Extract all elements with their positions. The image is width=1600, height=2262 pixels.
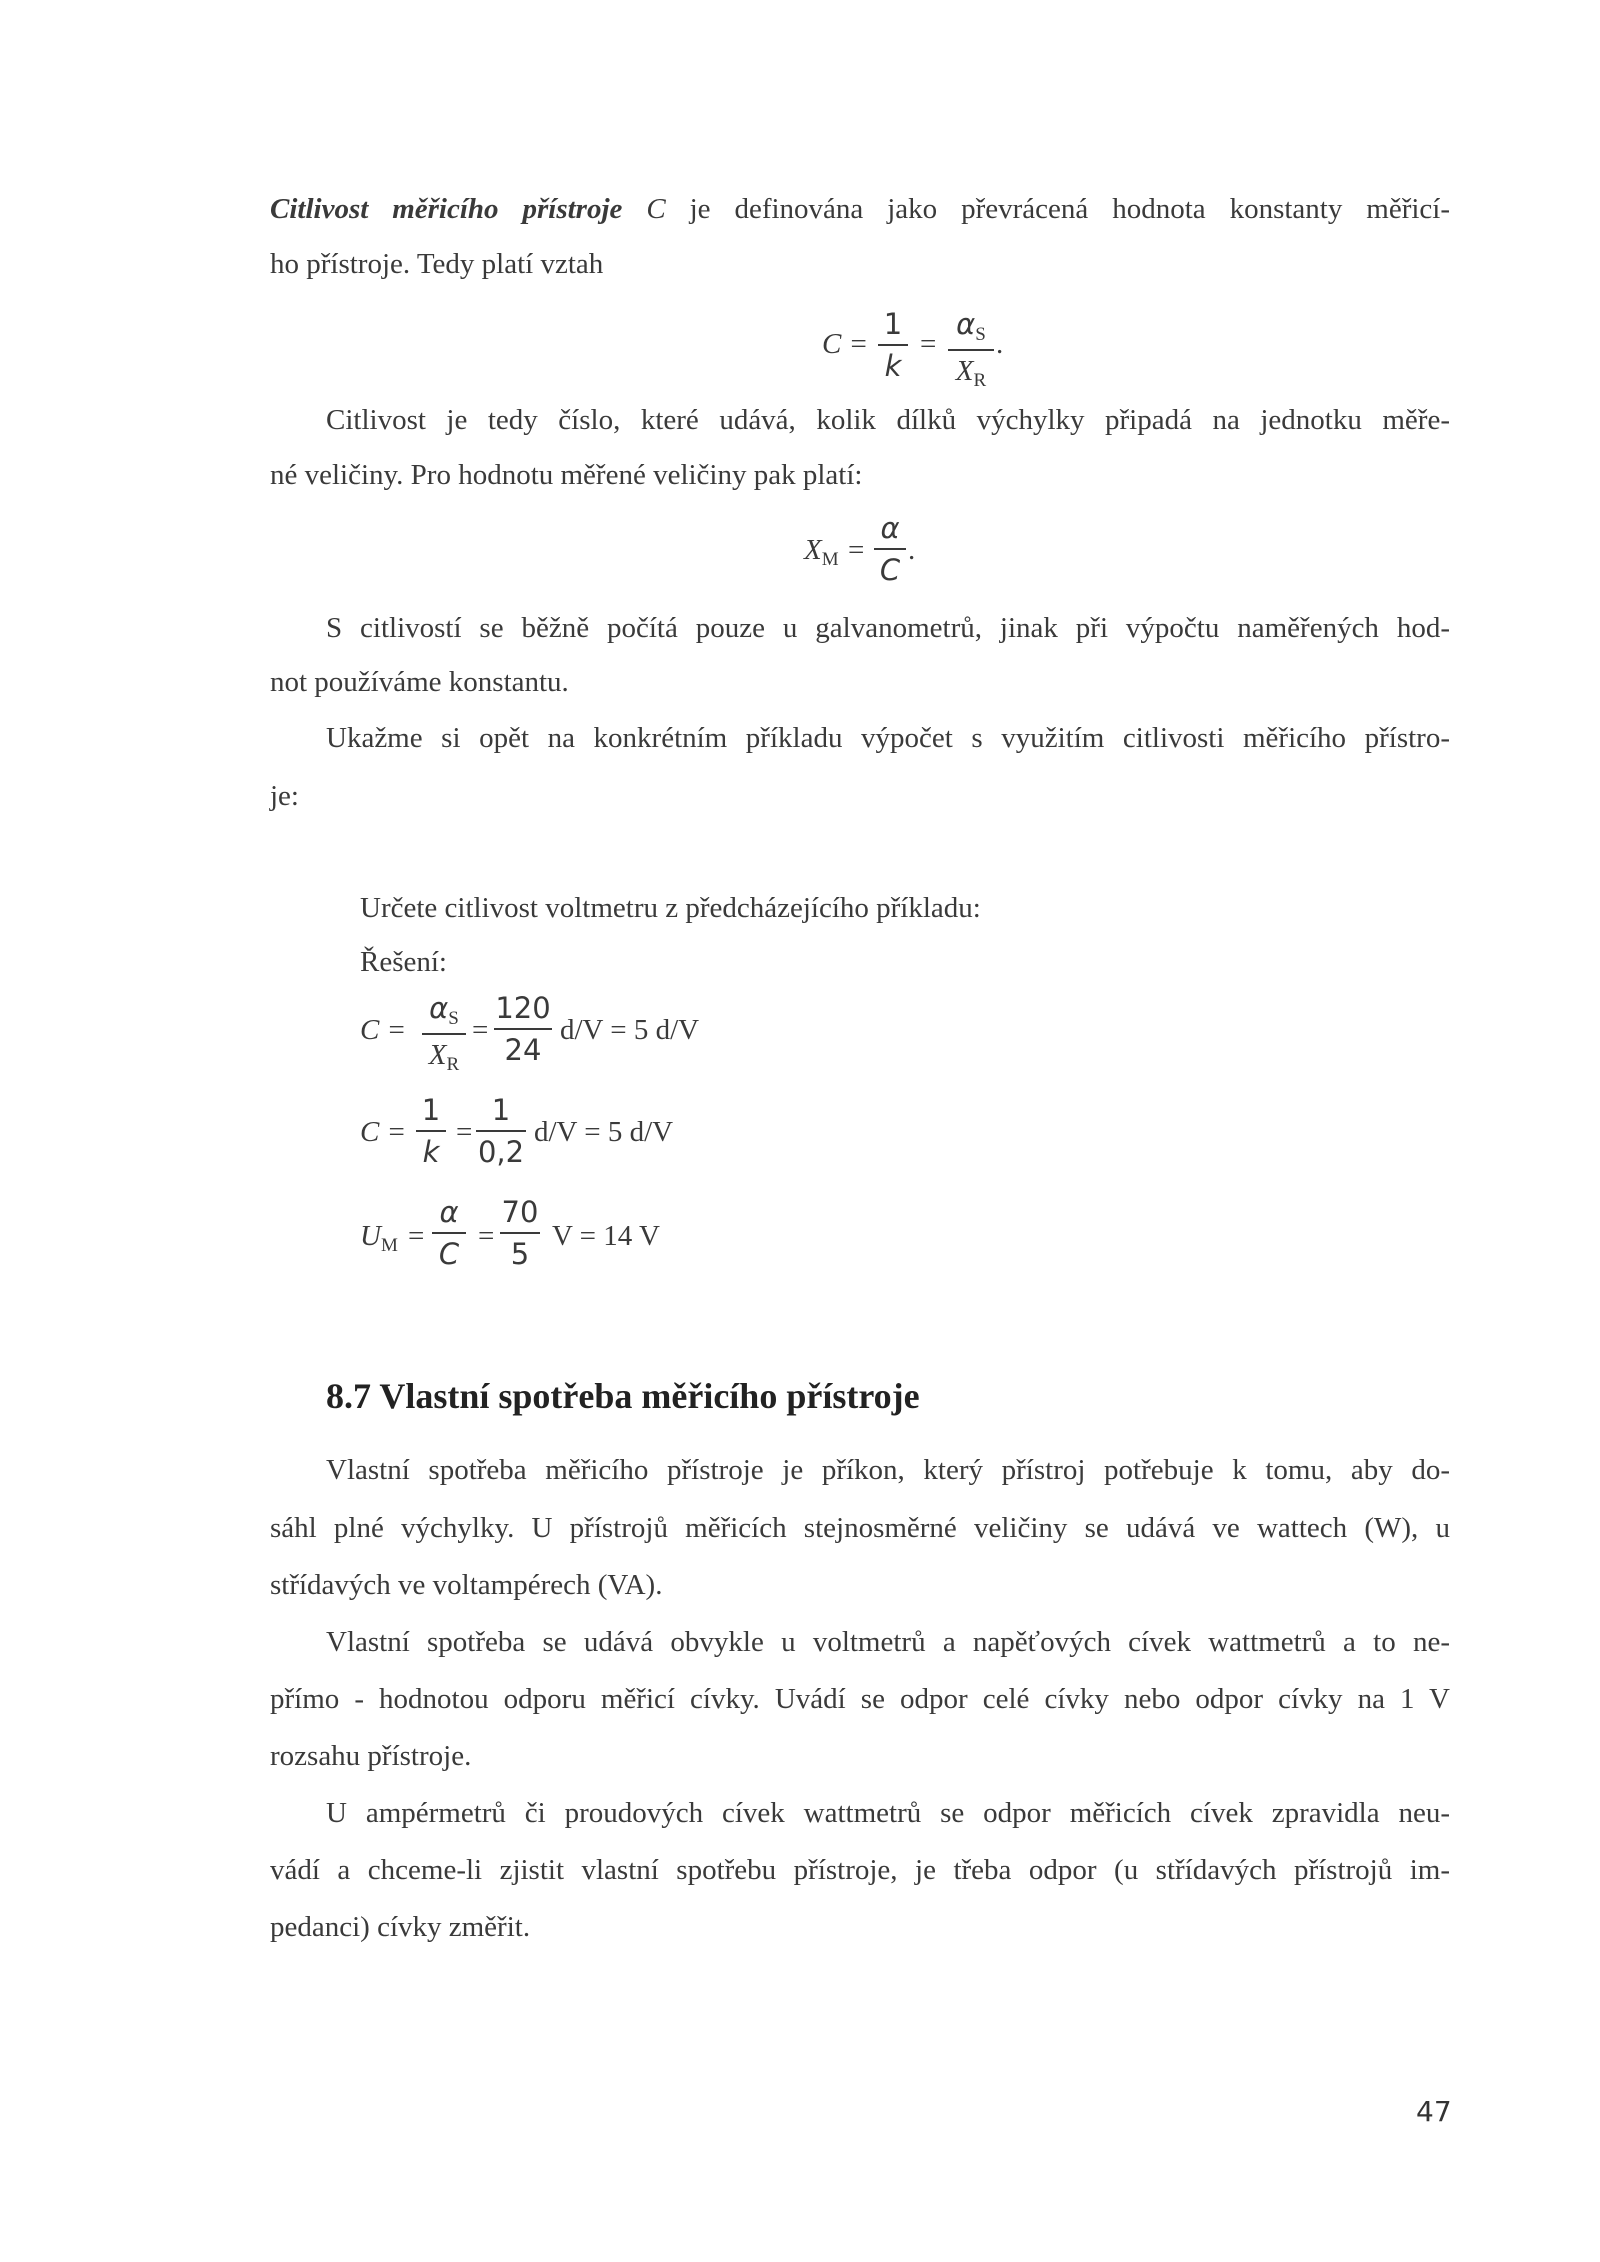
denominator: $X_R$ (955, 355, 987, 391)
eq-lhs: C = (822, 328, 869, 360)
numerator: 1 (883, 307, 903, 341)
solution-label: Řešení: (360, 946, 447, 978)
numerator: 1 (421, 1093, 441, 1127)
numerator: α (439, 1195, 459, 1229)
fraction (874, 510, 906, 588)
numerator: 70 (501, 1195, 539, 1229)
denominator: C (879, 553, 901, 587)
fraction-bar (948, 349, 994, 351)
fraction-bar (416, 1130, 446, 1132)
paragraph-line: Citlivost je tedy číslo, které udává, kolik dílků výchylky připadá na jednotku měře- (326, 404, 1450, 436)
eq-lhs: C = (360, 1116, 407, 1148)
fraction (500, 1194, 540, 1272)
page-number: 47 (1416, 2095, 1452, 2128)
example-task: Určete citlivost voltmetru z předcházejícího příkladu: (360, 892, 981, 924)
fraction-bar (476, 1130, 526, 1132)
fraction (422, 990, 466, 1077)
paragraph-line: ho přístroje. Tedy platí vztah (270, 248, 604, 280)
eq-lhs: C = (360, 1014, 407, 1046)
paragraph-line: rozsahu přístroje. (270, 1740, 472, 1772)
paragraph-line (270, 189, 1450, 229)
paragraph-line: vádí a chceme-li zjistit vlastní spotřebu přístroje, je třeba odpor (u střídavých přístrojů im- (270, 1854, 1450, 1886)
denominator: 24 (504, 1033, 542, 1067)
numerator: $\alpha_S$ (956, 307, 986, 345)
result: d/V = 5 d/V (534, 1116, 674, 1148)
paragraph-line: přímo - hodnotou odporu měřicí cívky. Uvádí se odpor celé cívky nebo odpor cívky na 1 V (270, 1683, 1450, 1715)
eq-end: . (908, 534, 916, 566)
result: d/V = 5 d/V (560, 1014, 700, 1046)
paragraph-line: Vlastní spotřeba se udává obvykle u voltmetrů a napěťových cívek wattmetrů a to ne- (326, 1626, 1450, 1658)
paragraph-line: U ampérmetrů či proudových cívek wattmetrů se odpor měřicích cívek zpravidla neu- (326, 1797, 1450, 1829)
fraction (494, 990, 552, 1068)
numerator: 120 (495, 991, 551, 1025)
paragraph-line: Ukažme si opět na konkrétním příkladu výpočet s využitím citlivosti měřicího přístro- (326, 722, 1450, 754)
denominator: k (884, 349, 902, 383)
result: V = 14 V (552, 1220, 660, 1252)
fraction-bar (432, 1232, 466, 1234)
eq-sign: = (478, 1220, 495, 1252)
paragraph-line: not používáme konstantu. (270, 666, 569, 698)
numerator: $\alpha_S$ (429, 991, 459, 1029)
fraction (878, 306, 908, 384)
fraction (416, 1092, 446, 1170)
denominator: 0,2 (477, 1135, 525, 1169)
eq-sign: = (456, 1116, 473, 1148)
paragraph-line: sáhl plné výchylky. U přístrojů měřicích stejnosměrné veličiny se udává ve wattech (W), u (270, 1512, 1450, 1544)
denominator: k (422, 1135, 440, 1169)
equation-measured-value (804, 510, 1004, 600)
numerator: α (880, 511, 900, 545)
paragraph-line: Vlastní spotřeba měřicího přístroje je příkon, který přístroj potřebuje k tomu, aby do- (326, 1454, 1450, 1486)
fraction-bar (494, 1028, 552, 1030)
equation-sensitivity (822, 306, 1122, 396)
paragraph-line: střídavých ve voltampérech (VA). (270, 1569, 663, 1601)
eq-lhs: $U_M$ (360, 1220, 398, 1256)
eq-sign: = (472, 1014, 489, 1046)
eq-sign: = (920, 328, 937, 360)
eq-sign: = (408, 1220, 425, 1252)
solution-row-3 (360, 1194, 820, 1284)
solution-row-2 (360, 1092, 820, 1182)
fraction (948, 306, 994, 393)
text: je definována jako převrácená hodnota konstanty měřicí- (689, 193, 1451, 225)
fraction-bar (874, 548, 906, 550)
eq-lhs: $X_M$ (804, 534, 839, 570)
symbol: C (646, 193, 666, 225)
term-bold: Citlivost měřicího přístroje (270, 193, 623, 225)
solution-row-1 (360, 990, 820, 1080)
paragraph-line: né veličiny. Pro hodnotu měřené veličiny pak platí: (270, 459, 863, 491)
denominator: 5 (510, 1237, 530, 1271)
fraction (476, 1092, 526, 1170)
numerator: 1 (491, 1093, 511, 1127)
section-heading: 8.7 Vlastní spotřeba měřicího přístroje (326, 1376, 920, 1416)
denominator: $X_R$ (428, 1039, 460, 1075)
fraction-bar (500, 1232, 540, 1234)
fraction-bar (878, 344, 908, 346)
eq-sign: = (848, 534, 865, 566)
paragraph-line: pedanci) cívky změřit. (270, 1911, 531, 1943)
eq-end: . (996, 328, 1004, 360)
paragraph-line: S citlivostí se běžně počítá pouze u galvanometrů, jinak při výpočtu naměřených hod- (326, 612, 1450, 644)
fraction-bar (422, 1033, 466, 1035)
denominator: C (438, 1237, 460, 1271)
paragraph-line: je: (270, 780, 299, 812)
fraction (432, 1194, 466, 1272)
